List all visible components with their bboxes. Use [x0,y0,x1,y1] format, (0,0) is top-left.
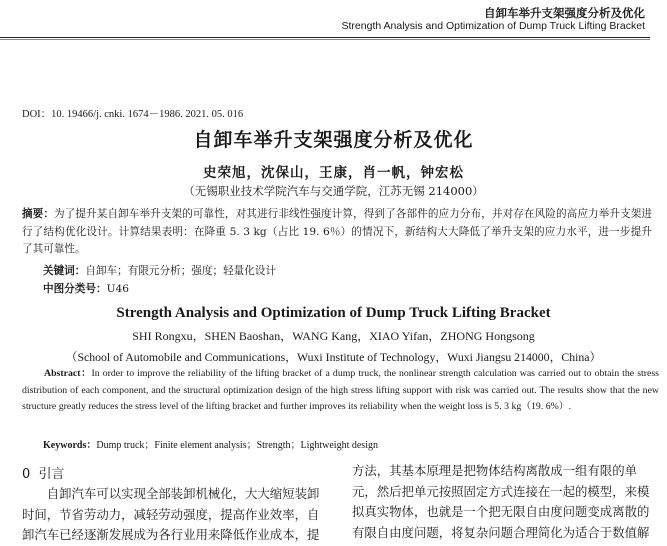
authors-en: SHI Rongxu，SHEN Baoshan，WANG Kang，XIAO Yifan，ZHONG Hongsong [132,329,535,343]
abstract-en [22,366,659,416]
affiliation-en: （School of Automobile and Communications，Wuxi Institute of Technology，Wuxi Jiangsu 214000，China） [65,350,602,364]
body-line: 卸汽车已经逐渐发展成为各行业用来降低作业成本，提 [22,527,320,542]
abstract-en-label: Abstract： [44,368,92,379]
keywords-cn [43,263,276,278]
paper-title-cn: 自卸车举升支架强度分析及优化 [193,129,474,151]
keywords-cn-text: 自卸车；有限元分析；强度；轻量化设计 [85,265,277,277]
header-rule [0,37,650,38]
body-line: 时间，节省劳动力，减轻劳动强度，提高作业效率，自 [22,506,320,522]
keywords-en-text: Dump truck；Finite element analysis；Strength；Lightweight design [96,440,378,451]
abstract-en-text: In order to improve the reliability of the lifting bracket of a dump truck, the nonlinear strength calculation was carried out to obtain the stress distribution of each component, and the structural optimization design of the high stress lifting support with risk was carried out. The results show that the new structure greatly reduces the stress level of the lifting bracket and further improves its reliability when the weight loss is 5. 3 kg（19. 6%）. [22,368,659,413]
affiliation-cn: （无锡职业技术学院汽车与交通学院，江苏无锡 214000） [183,184,484,198]
section-heading [22,463,65,482]
body-column-left [22,484,330,546]
section-title: 引言 [38,467,65,482]
abstract-cn-label: 摘要： [22,208,55,220]
paper-title-en: Strength Analysis and Optimization of Dump Truck Lifting Bracket [116,305,551,321]
running-header-title-cn: 自卸车举升支架强度分析及优化 [484,6,645,20]
doi: DOI：10. 19466/j. cnki. 1674－1986. 2021. 05. 016 [22,109,244,120]
keywords-en-label: Keywords： [43,440,97,451]
abstract-cn [22,206,652,259]
body-line: 方法，其基本原理是把物体结构离散成一组有限的单 [352,463,637,478]
classification-text: U46 [106,283,129,295]
body-line: 自卸汽车可以实现全部装卸机械化，大大缩短装卸 [22,486,320,501]
keywords-en [43,436,378,451]
authors-cn: 史荣旭，沈保山，王康，肖一帆，钟宏松 [203,165,464,181]
classification-label: 中图分类号： [43,283,107,295]
body-column-right [352,461,658,543]
classification-number [43,281,129,296]
abstract-cn-text: 为了提升某自卸车举升支架的可靠性，对其进行非线性强度计算，得到了各部件的应力分布，并对存在风险的高应力举升支架进行了结构优化设计。计算结果表明：在降重 5. 3 kg（占比 19. 6％）的情况下，新结构大大降低了举升支架的应力水平，进一步提升了其可靠性。 [22,208,653,255]
body-line: 拟真实物体，也就是一个把无限自由度问题变成离散的 [352,504,650,519]
running-header-title-en: Strength Analysis and Optimization of Dump Truck Lifting Bracket [341,20,645,32]
header-rule-thin [0,39,650,40]
section-number: 0 [22,467,31,482]
keywords-cn-label: 关键词： [43,265,86,277]
body-line: 有限自由度问题，将复杂问题合理简化为适合于数值解 [352,524,650,540]
body-line: 元，然后把单元按照固定方式连接在一起的模型，来模 [352,483,650,499]
